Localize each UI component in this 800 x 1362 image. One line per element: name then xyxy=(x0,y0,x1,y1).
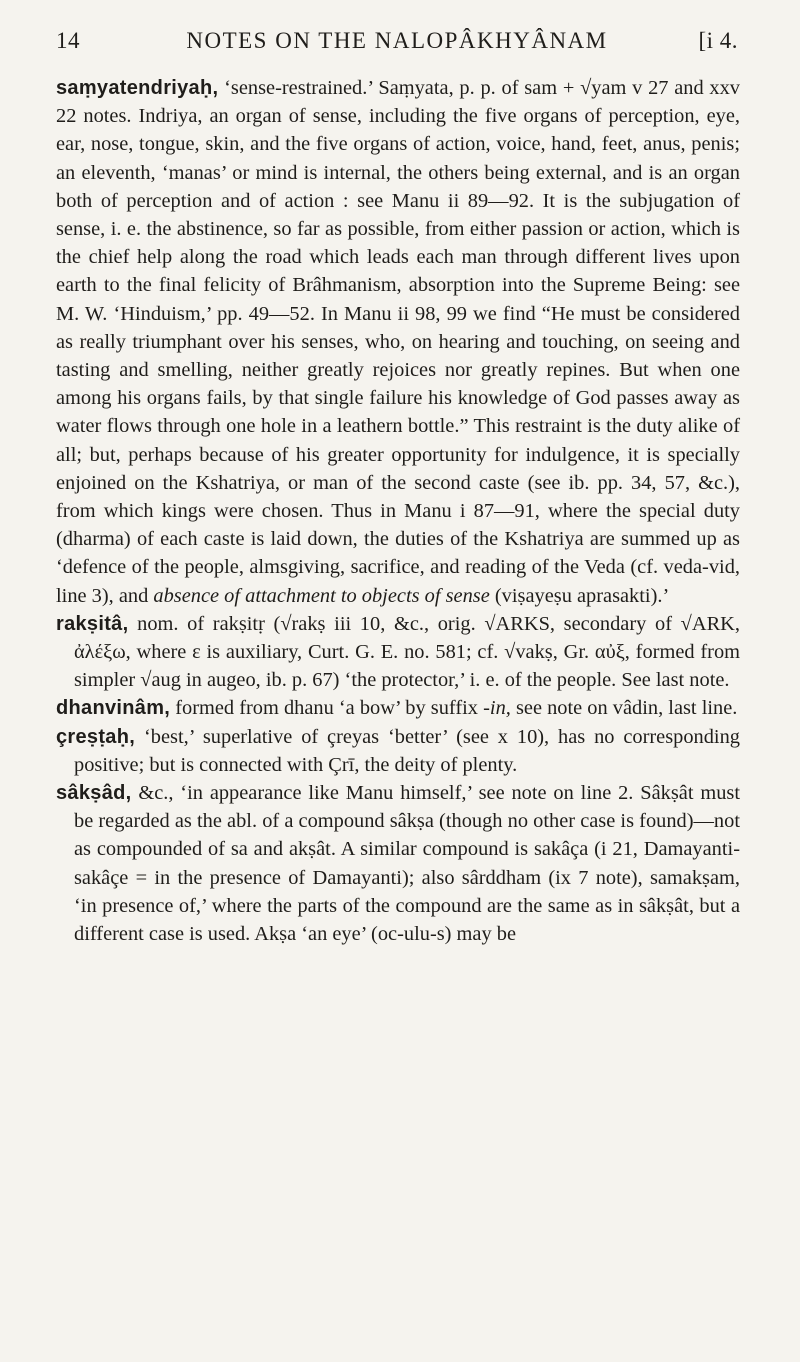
running-header xyxy=(56,28,738,62)
headword: çreṣṭaḥ, xyxy=(56,725,136,748)
note-entry xyxy=(56,74,740,610)
section-ref: [i 4. xyxy=(698,28,738,53)
note-text: ‘sense-restrained.’ Saṃyata, p. p. of sam + √yam v 27 and xxv 22 notes. Indriya, an organ of sense, including the five organs of perception, eye, ear, nose, tongue, skin, and the five organs of action, voice, hand, feet, anus, penis; an eleventh, ‘manas’ or mind is internal, the others being external, and is an organ both of perception and of action : see Manu ii 89—92. It is the subjugation of sense, i. e. the abstinence, so far as possible, from either passion or action, which is the chief help along the road which leads each man through different lives upon earth to the final felicity of Brâhmanism, absorption into the Supreme Being: see M. W. ‘Hinduism,’ pp. 49—52. In Manu ii 98, 99 we find “He must be considered as really triumphant over his senses, who, on hearing and touching, on seeing and tasting and smelling, neither greatly rejoices nor greatly repines. But when one among his organs fails, by that single failure his knowledge of God passes away as water flows through one hole in a leathern bottle.” This restraint is the duty alike of all; but, perhaps because of his greater opportunity for indulgence, it is specially enjoined on the Kshatriya, or man of the second caste (see ib. pp. 34, 57, &c.), from which kings were chosen. Thus in Manu i 87—91, where the special duty (dharma) of each caste is laid down, the duties of the Kshatriya are summed up as ‘defence of the people, almsgiving, sacrifice, and reading of the Veda (cf. veda-vid, line 3), and xyxy=(56,77,740,607)
headword: saṃyatendriyaḥ, xyxy=(56,77,219,99)
note-tail: (viṣayeṣu aprasakti).’ xyxy=(489,584,670,607)
headword: rakṣitâ, xyxy=(56,612,129,635)
headword: dhanvinâm, xyxy=(56,697,171,720)
note-entry xyxy=(56,610,740,695)
note-entry xyxy=(56,694,740,722)
note-entry xyxy=(56,779,740,948)
note-italic: -in, xyxy=(483,697,511,720)
note-entry xyxy=(56,723,740,779)
note-italic: absence of attachment to objects of sense xyxy=(153,584,490,607)
notes-body xyxy=(56,74,740,948)
note-text: formed from dhanu ‘a bow’ by suffix xyxy=(170,697,484,720)
note-text: ‘best,’ superlative of çreyas ‘better’ (see x 10), has no corresponding positive; but is connected with Çrī, the deity of plenty. xyxy=(74,725,740,776)
note-tail: see note on vâdin, last line. xyxy=(510,697,738,720)
note-text: nom. of rakṣitṛ (√rakṣ iii 10, &c., orig. √ARKS, secondary of √ARK, ἀλέξω, where ε is auxiliary, Curt. G. E. no. 581; cf. √vakṣ, Gr. αὐξ, formed from simpler √aug in augeo, ib. p. 67) ‘the protector,’ i. e. of the people. See last note. xyxy=(74,612,740,692)
running-title: NOTES ON THE NALOPÂKHYÂNAM xyxy=(186,28,608,53)
note-text: &c., ‘in appearance like Manu himself,’ see note on line 2. Sâkṣât must be regarded as the abl. of a compound sâkṣa (though no other case is found)—not as compounded of sa and akṣât. A similar compound is sakâça (i 21, Damayanti-sakâçe = in the presence of Damayanti); also sârddham (ix 7 note), samakṣam, ‘in presence of,’ where the parts of the compound are the same as in sâkṣât, but a different case is used. Akṣa ‘an eye’ (oc-ulu-s) may be xyxy=(74,782,740,946)
page-number: 14 xyxy=(56,28,80,53)
headword: sâkṣâd, xyxy=(56,782,132,805)
